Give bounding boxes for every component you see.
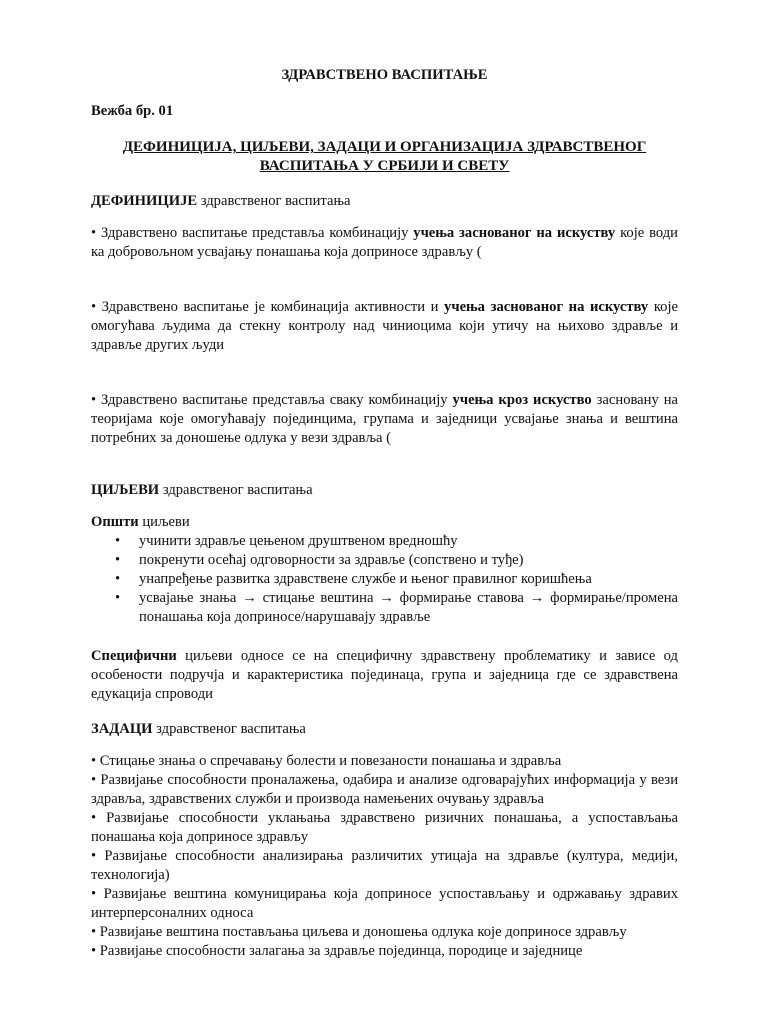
subtitle-line-2: ВАСПИТАЊА У СРБИЈИ И СВЕТУ [259,158,510,174]
definition-emphasis: учења кроз искуство [452,392,592,408]
document-subtitle [91,138,678,176]
list-item [115,532,678,551]
list-item: • Развијање способности уклањања здравствено ризичних понашања, а успостављања понашања која доприносе здрављу [91,810,678,845]
definition-text: • Здравствено васпитање представља сваку комбинацију [91,392,453,408]
bullet-icon: • [115,552,121,568]
specific-goals-text: циљеви односе се на специфичну здравствену проблематику и зависе од особености подручја и карактеристика појединаца, група и заједница где се здравствена едукација спроводи [91,648,678,702]
bullet-icon: • [115,571,121,587]
list-item [115,589,678,627]
definition-text: засновану на теоријама које омогућавају појединцима, групама и заједници усвајање знања и вештина потребних за доношење одлука у вези здравља ( [91,392,678,446]
goals-heading [91,481,678,500]
list-item-text: усвајање знања → стицање вештина → формирање ставова → формирање/промена понашања која доприносе/нарушавају здравље [139,590,678,625]
bullet-icon: • [115,590,121,606]
definitions-heading-bold: ДЕФИНИЦИЈЕ [91,193,198,209]
definition-item [91,298,678,355]
general-goals-list [91,532,678,627]
definition-emphasis: учења заснованог на искуству [444,299,649,315]
list-item-text: покренути осећај одговорности за здравље (сопствено и туђе) [139,552,524,568]
goals-heading-bold: ЦИЉЕВИ [91,482,160,498]
specific-goals-paragraph [91,647,678,704]
list-item: • Развијање вештина комуницирања која доприносе успостављању и одржавању здравих интерперсоналних односа [91,886,678,921]
definition-text: које води ка добровољном усвајању понашања која доприносе здрављу ( [91,225,678,260]
list-item [115,570,678,589]
list-item: • Стицање знања о спречавању болести и повезаности понашања и здравља [91,753,562,769]
general-goals-bold: Општи [91,514,139,530]
list-item-text: учинити здравље цењеном друштвеном вредношћу [139,533,458,549]
general-goals-rest: циљеви [138,514,190,530]
goals-heading-rest: здравственог васпитања [159,482,313,498]
definition-text: које омогућава људима да стекну контролу над чиниоцима који утичу на њихово здравље и здравље других људи [91,299,679,353]
list-item: • Развијање вештина постављања циљева и доношења одлука које доприносе здрављу [91,924,627,940]
list-item: • Развијање способности залагања за здравље појединца, породице и заједнице [91,943,583,959]
tasks-heading-rest: здравственог васпитања [152,721,306,737]
list-item: • Развијање способности проналажења, одабира и анализе одговарајућих информација у вези здравља, здравствених служби и производа намењених очувању здравља [91,772,678,807]
tasks-heading-bold: ЗАДАЦИ [91,721,153,737]
specific-goals-bold: Специфични [91,648,177,664]
definitions-heading-rest: здравственог васпитања [197,193,351,209]
definition-text: • Здравствено васпитање представља комбинацију [91,225,414,241]
general-goals-label [91,513,678,532]
list-item: • Развијање способности анализирања различитих утицаја на здравље (култура, медији, технологија) [91,848,678,883]
exercise-number: Вежба бр. 01 [91,103,174,119]
definition-emphasis: учења заснованог на искуству [413,225,616,241]
list-item [115,551,678,570]
tasks-list [91,752,678,961]
subtitle-line-1: ДЕФИНИЦИЈА, ЦИЉЕВИ, ЗАДАЦИ И ОРГАНИЗАЦИЈА ЗДРАВСТВЕНОГ [122,139,647,155]
document-title: ЗДРАВСТВЕНО ВАСПИТАЊЕ [281,67,488,83]
definitions-heading [91,192,678,211]
tasks-heading [91,720,678,739]
definition-text: • Здравствено васпитање је комбинација активности и [91,299,445,315]
bullet-icon: • [115,533,121,549]
definition-item [91,391,678,448]
definition-item [91,224,678,262]
list-item-text: унапређење развитка здравствене службе и њеног правилног коришћења [139,571,592,587]
